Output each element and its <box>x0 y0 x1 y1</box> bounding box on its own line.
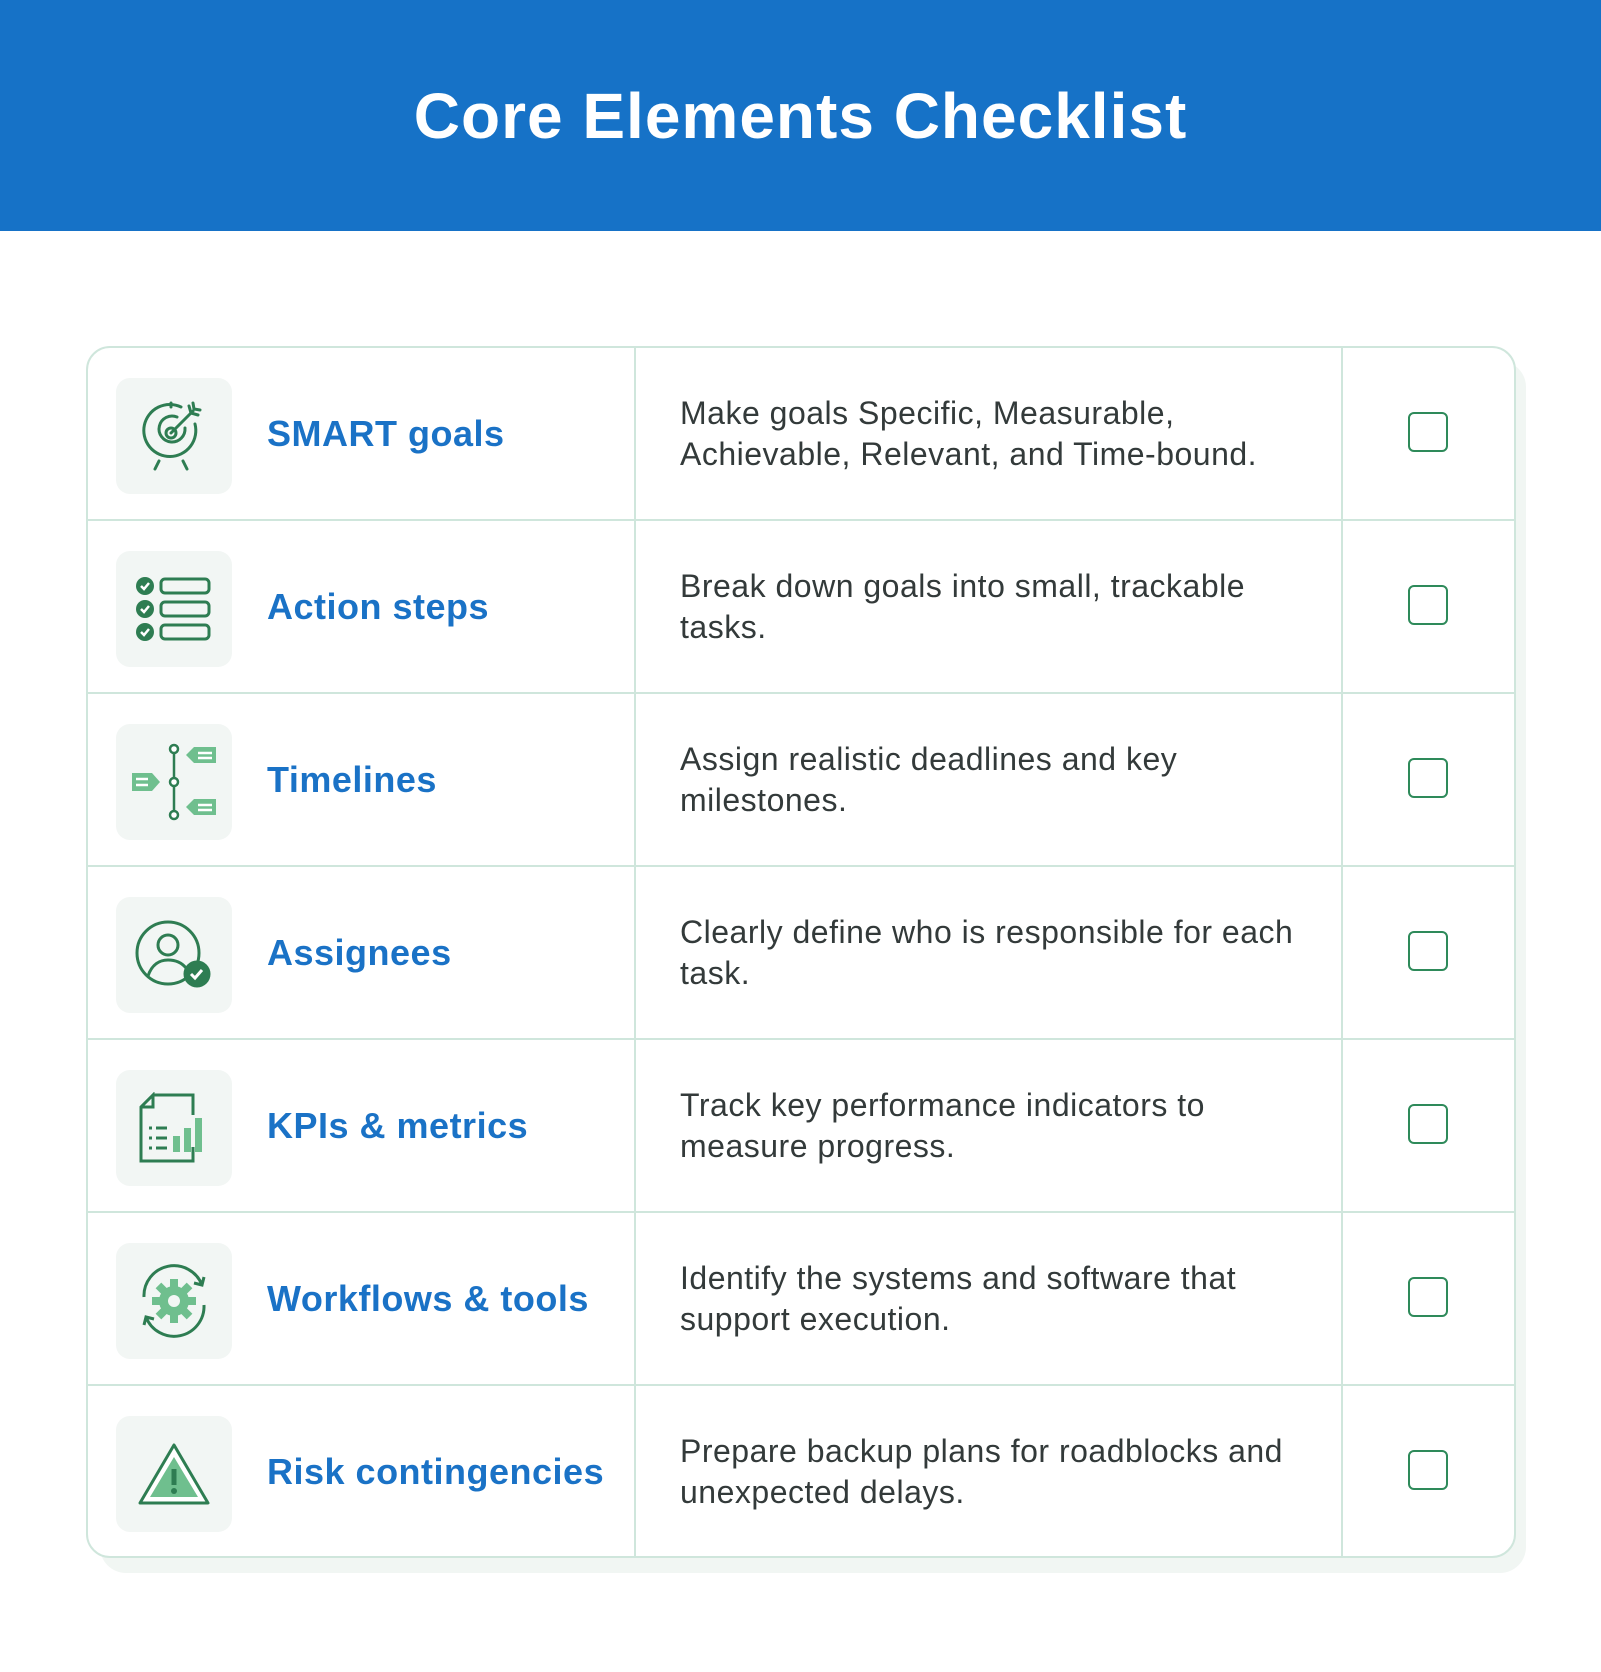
item-description: Prepare backup plans for roadblocks and unexpected delays. <box>680 1432 1283 1510</box>
table-row <box>88 521 1514 694</box>
item-label: Risk contingencies <box>267 1450 605 1492</box>
item-description: Break down goals into small, trackable tasks. <box>680 567 1246 645</box>
table-row <box>88 1386 1514 1558</box>
item-label: Assignees <box>267 931 452 973</box>
table-row <box>88 694 1514 867</box>
timeline-icon <box>116 724 232 840</box>
table-row <box>88 1040 1514 1213</box>
item-label: Action steps <box>267 585 490 627</box>
gear-cycle-icon <box>116 1243 232 1359</box>
header-banner <box>0 0 1601 231</box>
user-check-icon <box>116 897 232 1013</box>
item-checkbox[interactable] <box>1408 412 1448 452</box>
report-chart-icon <box>116 1070 232 1186</box>
item-label: SMART goals <box>267 412 505 454</box>
target-icon <box>116 378 232 494</box>
item-description: Clearly define who is responsible for each task. <box>680 913 1294 991</box>
column-divider <box>634 348 636 1556</box>
table-row <box>88 867 1514 1040</box>
table-row <box>88 1213 1514 1386</box>
item-checkbox[interactable] <box>1408 1277 1448 1317</box>
item-label: KPIs & metrics <box>267 1104 529 1146</box>
checklist-table <box>86 346 1516 1558</box>
table-row <box>88 348 1514 521</box>
item-checkbox[interactable] <box>1408 1104 1448 1144</box>
item-label: Timelines <box>267 758 437 800</box>
item-description: Track key performance indicators to measure progress. <box>680 1086 1205 1164</box>
item-checkbox[interactable] <box>1408 585 1448 625</box>
item-description: Assign realistic deadlines and key milestones. <box>680 740 1178 818</box>
item-description: Identify the systems and software that support execution. <box>680 1259 1237 1337</box>
column-divider <box>1341 348 1343 1556</box>
item-label: Workflows & tools <box>267 1277 589 1319</box>
checklist-icon <box>116 551 232 667</box>
item-checkbox[interactable] <box>1408 1450 1448 1490</box>
page-title: Core Elements Checklist <box>413 79 1188 152</box>
item-checkbox[interactable] <box>1408 758 1448 798</box>
item-checkbox[interactable] <box>1408 931 1448 971</box>
warning-icon <box>116 1416 232 1532</box>
item-description: Make goals Specific, Measurable, Achievable, Relevant, and Time-bound. <box>680 394 1258 472</box>
